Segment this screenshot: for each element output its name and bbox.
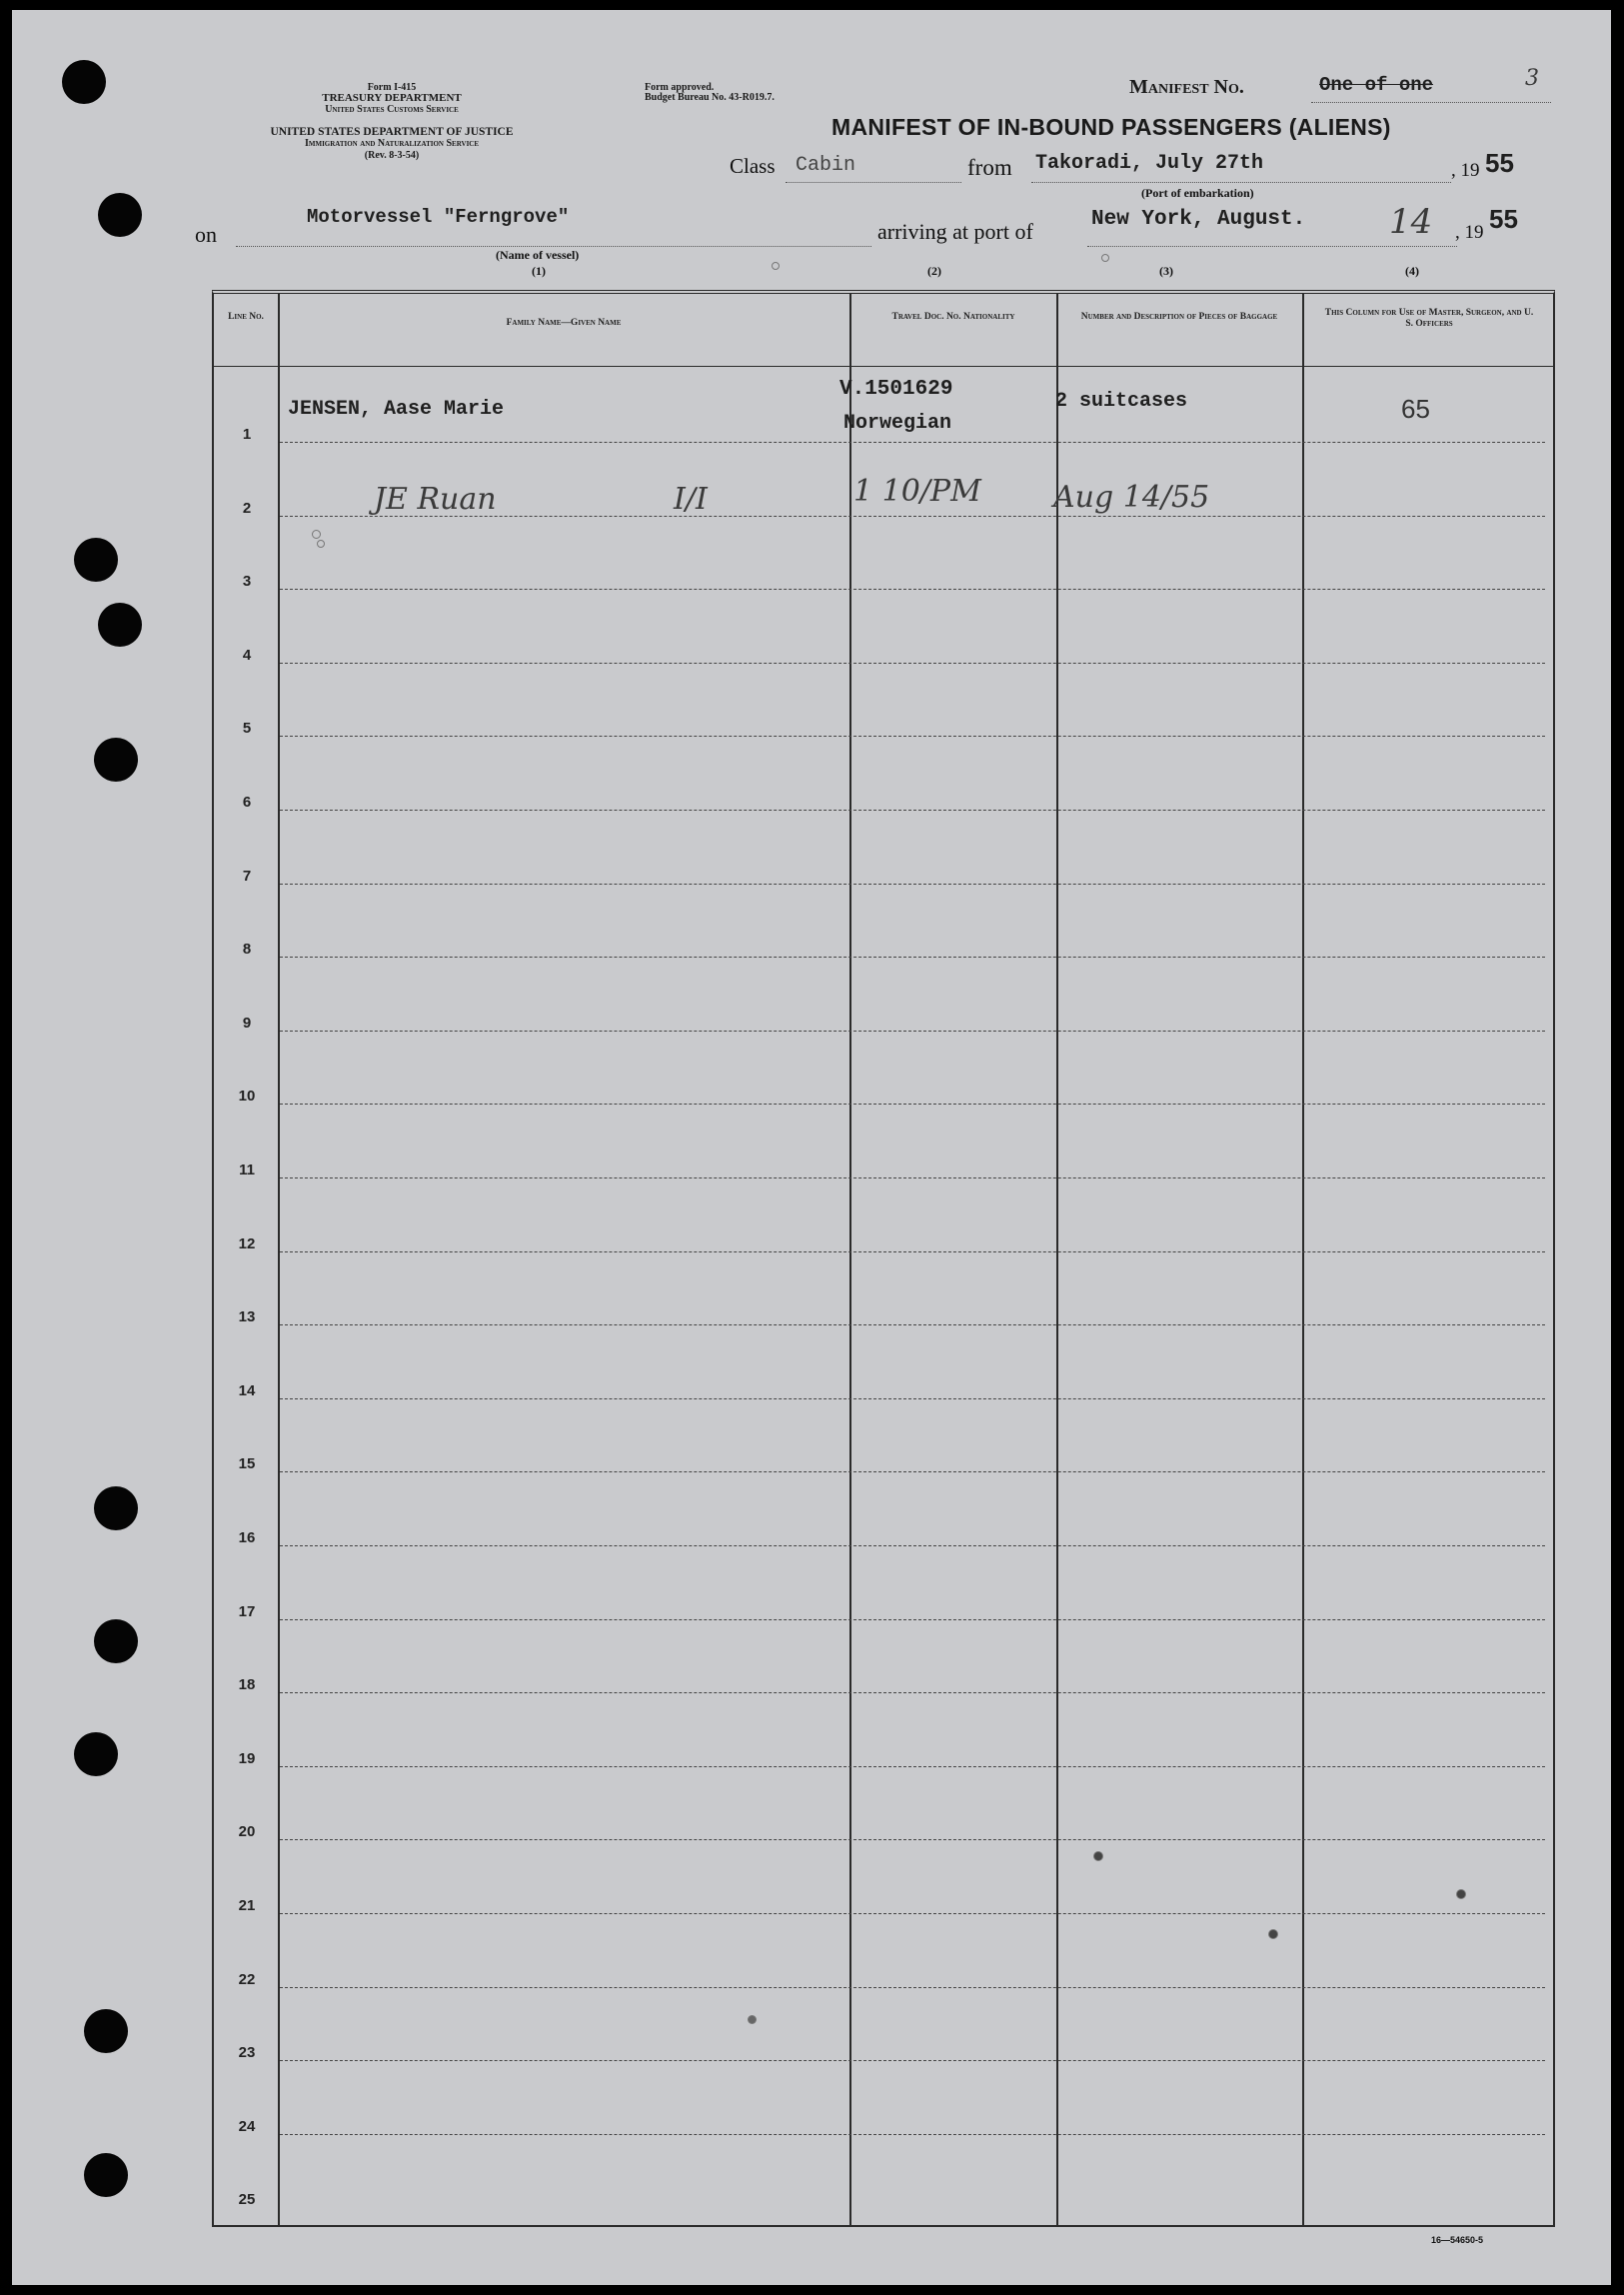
column-number-1: (1) xyxy=(532,264,546,278)
line-number: 15 xyxy=(238,1455,256,1473)
line-number: 12 xyxy=(238,1234,256,1252)
treasury-dept: TREASURY DEPARTMENT xyxy=(322,92,462,104)
line-number: 9 xyxy=(242,1014,252,1032)
year-1: 55 xyxy=(1485,148,1514,178)
justice-dept: UNITED STATES DEPARTMENT OF JUSTICE xyxy=(270,126,514,138)
punch-hole xyxy=(94,738,138,782)
year-prefix-2: , 19 xyxy=(1455,222,1484,243)
header-baggage: Number and Description of Pieces of Baggage xyxy=(1080,312,1278,322)
class-value: Cabin xyxy=(796,154,856,177)
line-number: 20 xyxy=(238,1823,256,1841)
handwritten-initials: JE Ruan xyxy=(374,482,497,517)
punch-hole xyxy=(84,2153,128,2197)
line-number: 4 xyxy=(242,646,252,664)
from-value: Takoradi, July 27th xyxy=(1035,152,1264,175)
handwritten-date: Aug 14/55 xyxy=(1053,480,1210,515)
line-number: 14 xyxy=(238,1381,256,1399)
header-line-no: Line No. xyxy=(228,312,264,322)
handwritten-class-mark: I/I xyxy=(674,482,708,517)
punch-hole xyxy=(98,193,142,237)
form-approved: Form approved. xyxy=(645,82,715,93)
officer-mark: 65 xyxy=(1401,394,1430,424)
line-number: 19 xyxy=(238,1749,256,1767)
form-number: Form I-415 xyxy=(367,82,417,93)
year-prefix-1: , 19 xyxy=(1451,160,1480,181)
punch-hole xyxy=(74,538,118,582)
punch-hole xyxy=(94,1619,138,1663)
line-number: 17 xyxy=(238,1602,256,1620)
page-title: MANIFEST OF IN-BOUND PASSENGERS (ALIENS) xyxy=(831,114,1391,140)
vessel-value: Motorvessel "Ferngrove" xyxy=(307,206,570,228)
punch-hole xyxy=(94,1486,138,1530)
line-number: 2 xyxy=(242,499,252,517)
column-number-3: (3) xyxy=(1159,264,1173,278)
manifest-no-label: Manifest No. xyxy=(1129,76,1244,98)
line-number: 11 xyxy=(239,1161,255,1178)
travel-doc-number: V.1501629 xyxy=(839,378,953,401)
passenger-name: JENSEN, Aase Marie xyxy=(288,398,505,421)
budget-bureau: Budget Bureau No. 43-R019.7. xyxy=(645,92,775,103)
revision-date: (Rev. 8-3-54) xyxy=(364,150,420,161)
line-number: 16 xyxy=(238,1529,256,1546)
line-number: 8 xyxy=(242,941,252,959)
on-label: on xyxy=(195,222,217,247)
line-number: 25 xyxy=(238,2191,256,2209)
ins-service: Immigration and Naturalization Service xyxy=(304,138,480,149)
nationality: Norwegian xyxy=(843,412,952,435)
line-number: 7 xyxy=(242,867,252,885)
line-number: 6 xyxy=(242,794,252,811)
from-label: from xyxy=(967,155,1012,180)
punch-hole xyxy=(84,2009,128,2053)
column-number-4: (4) xyxy=(1405,264,1419,278)
footer-code: 16—54650-5 xyxy=(1431,2235,1484,2245)
vessel-caption: (Name of vessel) xyxy=(496,248,580,262)
column-number-2: (2) xyxy=(927,264,941,278)
line-number: 3 xyxy=(242,573,252,591)
line-number: 21 xyxy=(238,1897,256,1914)
arrival-value: New York, August. xyxy=(1091,208,1306,231)
punch-hole xyxy=(74,1732,118,1776)
punch-hole xyxy=(98,603,142,647)
line-number: 22 xyxy=(238,1970,256,1988)
punch-hole xyxy=(62,60,106,104)
line-number: 5 xyxy=(242,720,252,738)
year-2: 55 xyxy=(1489,204,1518,234)
line-number: 24 xyxy=(238,2117,256,2135)
arriving-label: arriving at port of xyxy=(877,219,1033,244)
passenger-table xyxy=(212,290,1555,2227)
manifest-no-value: One of one xyxy=(1319,74,1434,96)
header-name: Family Name—Given Name xyxy=(506,318,622,328)
header-travel-doc: Travel Doc. No. Nationality xyxy=(891,312,1015,322)
header-officers: This Column for Use of Master, Surgeon, and U. S. Officers xyxy=(1324,308,1534,329)
customs-service: United States Customs Service xyxy=(325,104,459,115)
manifest-page xyxy=(12,10,1611,2285)
line-number: 18 xyxy=(238,1676,256,1694)
line-number: 10 xyxy=(238,1088,256,1106)
line-number: 13 xyxy=(238,1308,256,1326)
line-number: 23 xyxy=(238,2044,256,2062)
port-embark-caption: (Port of embarkation) xyxy=(1141,186,1254,200)
line-number: 1 xyxy=(242,426,252,443)
manifest-extra-mark: 3 xyxy=(1525,66,1539,91)
baggage-description: 2 suitcases xyxy=(1055,390,1188,413)
handwritten-time: 1 10/PM xyxy=(853,474,981,509)
arrival-day: 14 xyxy=(1389,202,1433,242)
class-label: Class xyxy=(730,154,776,178)
